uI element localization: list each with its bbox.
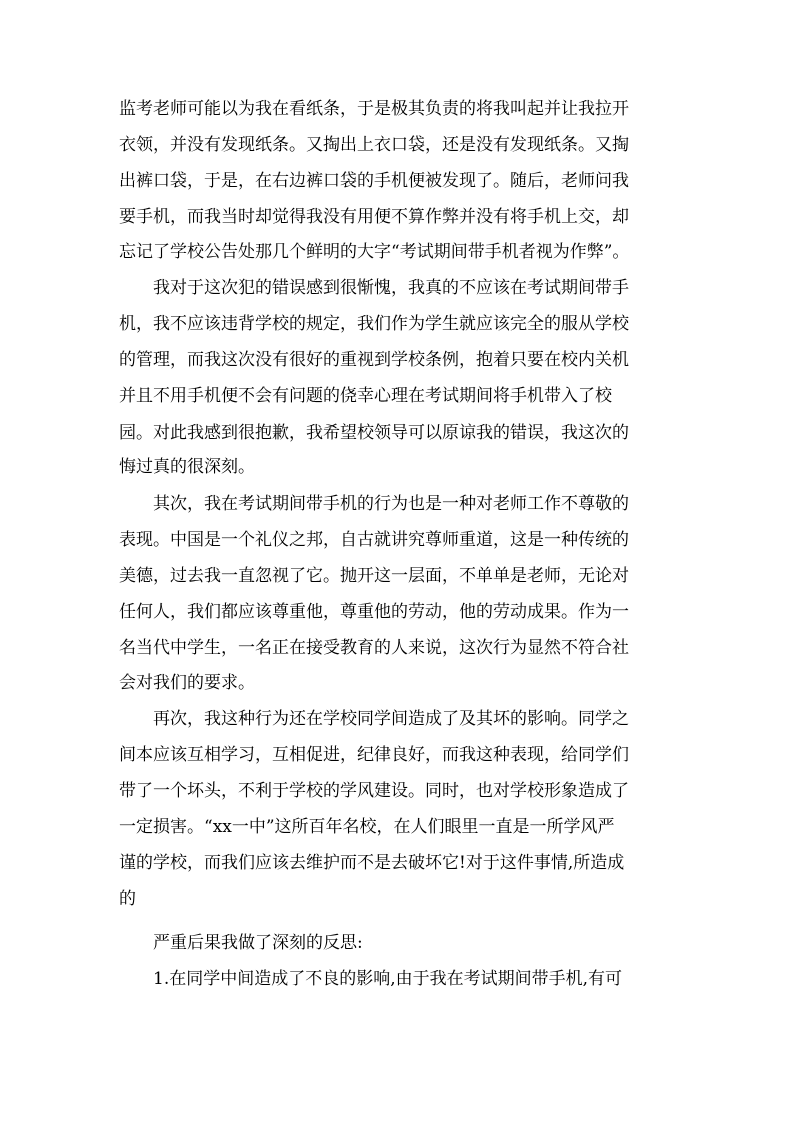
text-line: 美德，过去我一直忽视了它。抛开这一层面，不单单是老师，无论对 [119, 566, 629, 586]
text-line: 间本应该互相学习，互相促进，纪律良好，而我这种表现，给同学们 [119, 745, 629, 765]
text-line: 带了一个坏头，不利于学校的学风建设。同时，也对学校形象造成了 [119, 781, 629, 801]
text-line: 的管理，而我这次没有很好的重视到学校条例，抱着只要在校内关机 [119, 350, 629, 370]
text-line: 谨的学校，而我们应该去维护而不是去破坏它!对于这件事情,所造成 [119, 853, 625, 873]
text-line: 任何人，我们都应该尊重他，尊重他的劳动，他的劳动成果。作为一 [119, 602, 629, 622]
text-line: 名当代中学生，一名正在接受教育的人来说，这次行为显然不符合社 [119, 638, 629, 658]
text-line: 机，我不应该违背学校的规定，我们作为学生就应该完全的服从学校 [119, 314, 629, 334]
text-line: 悔过真的很深刻。 [119, 457, 255, 477]
paragraph-start-line: 我对于这次犯的错误感到很惭愧，我真的不应该在考试期间带手 [153, 278, 629, 298]
paragraph-start-line: 再次，我这种行为还在学校同学间造成了及其坏的影响。同学之 [153, 709, 629, 729]
text-line: 园。对此我感到很抱歉，我希望校领导可以原谅我的错误，我这次的 [119, 423, 629, 443]
text-line: 忘记了学校公告处那几个鲜明的大字“考试期间带手机者视为作弊”。 [119, 242, 630, 262]
text-line: 监考老师可能以为我在看纸条，于是极其负责的将我叫起并让我拉开 [119, 99, 629, 119]
text-line: 并且不用手机便不会有问题的侥幸心理在考试期间将手机带入了校 [119, 386, 612, 406]
text-line: 会对我们的要求。 [119, 673, 255, 693]
text-line: 表现。中国是一个礼仪之邦，自古就讲究尊师重道，这是一种传统的 [119, 530, 629, 550]
text-line: 一定损害。“xx一中”这所百年名校，在人们眼里一直是一所学风严 [119, 817, 615, 837]
text-line: 衣领，并没有发现纸条。又掏出上衣口袋，还是没有发现纸条。又掏 [119, 135, 629, 155]
list-item-line: 1.在同学中间造成了不良的影响,由于我在考试期间带手机,有可 [153, 969, 623, 989]
paragraph-start-line: 其次，我在考试期间带手机的行为也是一种对老师工作不尊敬的 [153, 494, 629, 514]
paragraph-start-line: 严重后果我做了深刻的反思: [153, 933, 363, 953]
text-line: 要手机，而我当时却觉得我没有用便不算作弊并没有将手机上交，却 [119, 207, 629, 227]
text-line: 的 [119, 889, 136, 909]
text-line: 出裤口袋，于是，在右边裤口袋的手机便被发现了。随后，老师问我 [119, 171, 629, 191]
